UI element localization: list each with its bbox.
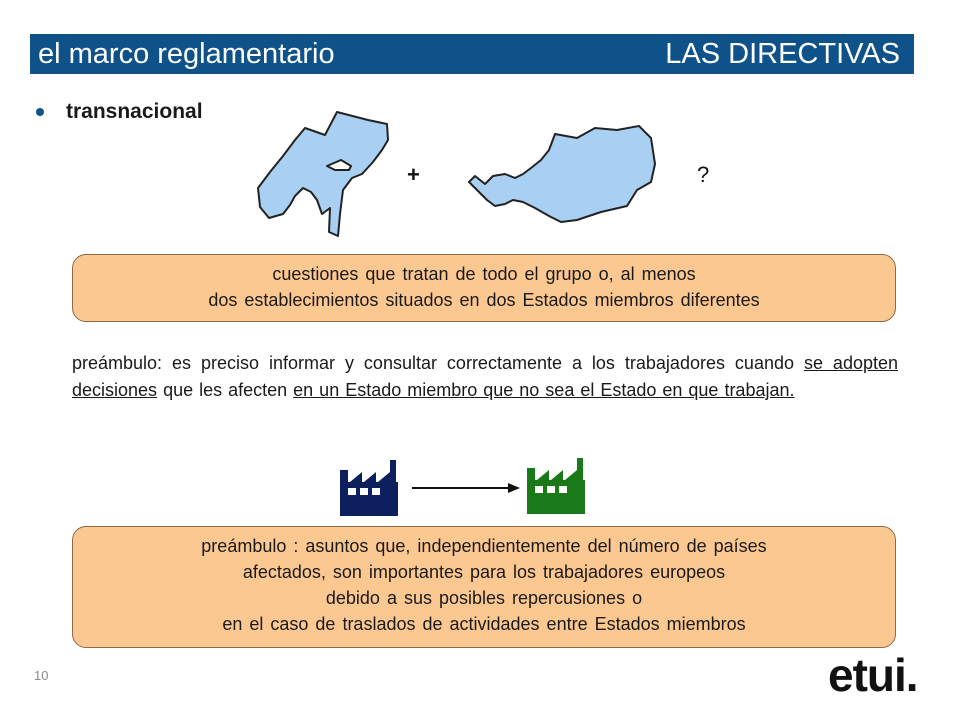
bullet-dot-icon xyxy=(36,108,44,116)
box-line: dos establecimientos situados en dos Estados miembros diferentes xyxy=(208,290,760,310)
preamble-text: preámbulo: es preciso informar y consultar correctamente a los trabajadores cuando xyxy=(72,353,804,373)
page-number: 10 xyxy=(34,668,49,683)
slide-title: LAS DIRECTIVAS xyxy=(665,37,900,70)
definition-box xyxy=(72,254,896,322)
bullet-item xyxy=(36,100,203,124)
preamble-text: que les afecten xyxy=(157,380,294,400)
austria-map-icon xyxy=(465,120,665,225)
arrow-right-icon xyxy=(410,480,522,496)
box-line: afectados, son importantes para los trabajadores europeos xyxy=(242,562,726,582)
factory-icon xyxy=(338,458,400,516)
preamble-box xyxy=(72,526,896,648)
section-title: el marco reglamentario xyxy=(38,37,335,70)
underlined-phrase: se adopten decisiones xyxy=(72,353,898,400)
box-line: cuestiones que tratan de todo el grupo o, al menos xyxy=(272,264,696,284)
preamble-paragraph xyxy=(72,350,898,404)
factory-icon xyxy=(525,456,587,514)
question-mark: ? xyxy=(697,162,710,187)
box-line: debido a sus posibles repercusiones o xyxy=(325,588,643,608)
bullet-label: transnacional xyxy=(66,100,203,123)
underlined-phrase: en un Estado miembro que no sea el Estado en que trabajan. xyxy=(293,380,795,400)
etui-logo: etui. xyxy=(828,649,918,701)
plus-sign: + xyxy=(407,162,420,187)
switzerland-map-icon xyxy=(255,110,395,240)
box-line: en el caso de traslados de actividades entre Estados miembros xyxy=(222,614,746,634)
box-line: preámbulo : asuntos que, independientemente del número de países xyxy=(201,536,767,556)
title-bar xyxy=(30,34,914,74)
